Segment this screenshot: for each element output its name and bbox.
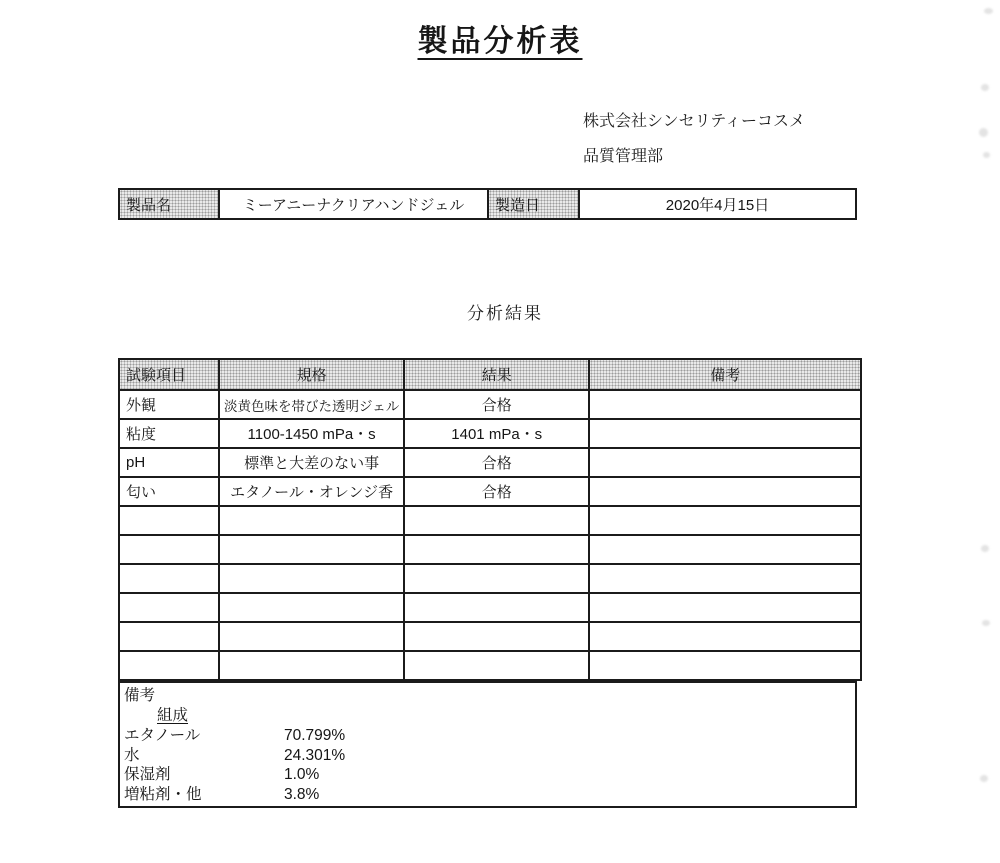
composition-row [124,746,849,766]
manufacture-date-value: 2020年4月15日 [579,189,856,219]
table-row [119,477,861,506]
spec-value [219,506,404,535]
remarks-cell [589,390,861,419]
remarks-cell [589,622,861,651]
company-name: 株式会社シンセリティーコスメ [583,113,806,130]
result-value [404,593,589,622]
scan-artifact [981,84,989,91]
result-value: 1401 mPa・s [404,419,589,448]
test-item [119,564,219,593]
test-item [119,535,219,564]
test-item: 匂い [119,477,219,506]
composition-heading: 組成 [157,707,189,724]
result-value [404,651,589,680]
remarks-cell [589,651,861,680]
composition-value: 70.799% [284,727,346,744]
composition-row [124,785,849,805]
table-row [119,535,861,564]
composition-row [124,765,849,785]
scan-artifact [983,152,990,158]
result-value: 合格 [404,448,589,477]
table-row [119,564,861,593]
spec-value: 標準と大差のない事 [219,448,404,477]
product-name-label: 製品名 [119,189,219,219]
scan-artifact [980,775,988,782]
result-value: 合格 [404,390,589,419]
manufacture-date-label: 製造日 [488,189,579,219]
table-row [119,448,861,477]
result-value [404,506,589,535]
department-name: 品質管理部 [583,148,664,165]
table-row [119,390,861,419]
composition-value: 24.301% [284,746,346,764]
table-row [119,506,861,535]
column-header-test-item: 試験項目 [119,359,219,390]
column-header-result: 結果 [404,359,589,390]
remarks-cell [589,448,861,477]
test-item: pH [119,448,219,477]
remarks-cell [589,477,861,506]
spec-value [219,535,404,564]
results-header-row [119,359,861,390]
result-value: 合格 [404,477,589,506]
remarks-cell [589,506,861,535]
spec-value [219,622,404,651]
remarks-cell [589,593,861,622]
test-item: 粘度 [119,419,219,448]
product-info-row [119,189,856,219]
composition-name: エタノール [124,727,201,744]
remarks-cell [589,419,861,448]
scan-artifact [981,545,989,552]
test-item [119,593,219,622]
document-title: 製品分析表 [417,25,583,58]
composition-value: 3.8% [284,785,320,803]
spec-value: エタノール・オレンジ香 [219,477,404,506]
result-value [404,535,589,564]
composition-row [124,726,849,746]
scan-artifact [984,8,993,14]
composition-value: 1.0% [284,766,320,783]
column-header-spec: 規格 [219,359,404,390]
composition-name: 増粘剤・他 [124,785,202,803]
table-row [119,419,861,448]
spec-value [219,593,404,622]
column-header-remarks: 備考 [589,359,861,390]
company-block [583,104,805,174]
test-item [119,651,219,680]
analysis-results-table [118,358,862,681]
scan-artifact [982,620,990,626]
test-item: 外観 [119,390,219,419]
composition-name: 水 [124,746,140,764]
spec-value: 1100-1450 mPa・s [219,419,404,448]
remarks-box [118,681,857,808]
scan-artifact [979,128,988,137]
spec-value: 淡黄色味を帯びた透明ジェル [219,390,404,419]
result-value [404,564,589,593]
spec-value [219,651,404,680]
composition-name: 保湿剤 [124,766,171,783]
test-item [119,506,219,535]
test-item [119,622,219,651]
table-row [119,593,861,622]
remarks-label: 備考 [124,687,156,704]
product-info-table [118,188,857,220]
product-name-value: ミーアニーナクリアハンドジェル [219,189,488,219]
table-row [119,622,861,651]
spec-value [219,564,404,593]
section-heading: 分析結果 [467,304,543,323]
remarks-cell [589,564,861,593]
table-row [119,651,861,680]
result-value [404,622,589,651]
remarks-cell [589,535,861,564]
